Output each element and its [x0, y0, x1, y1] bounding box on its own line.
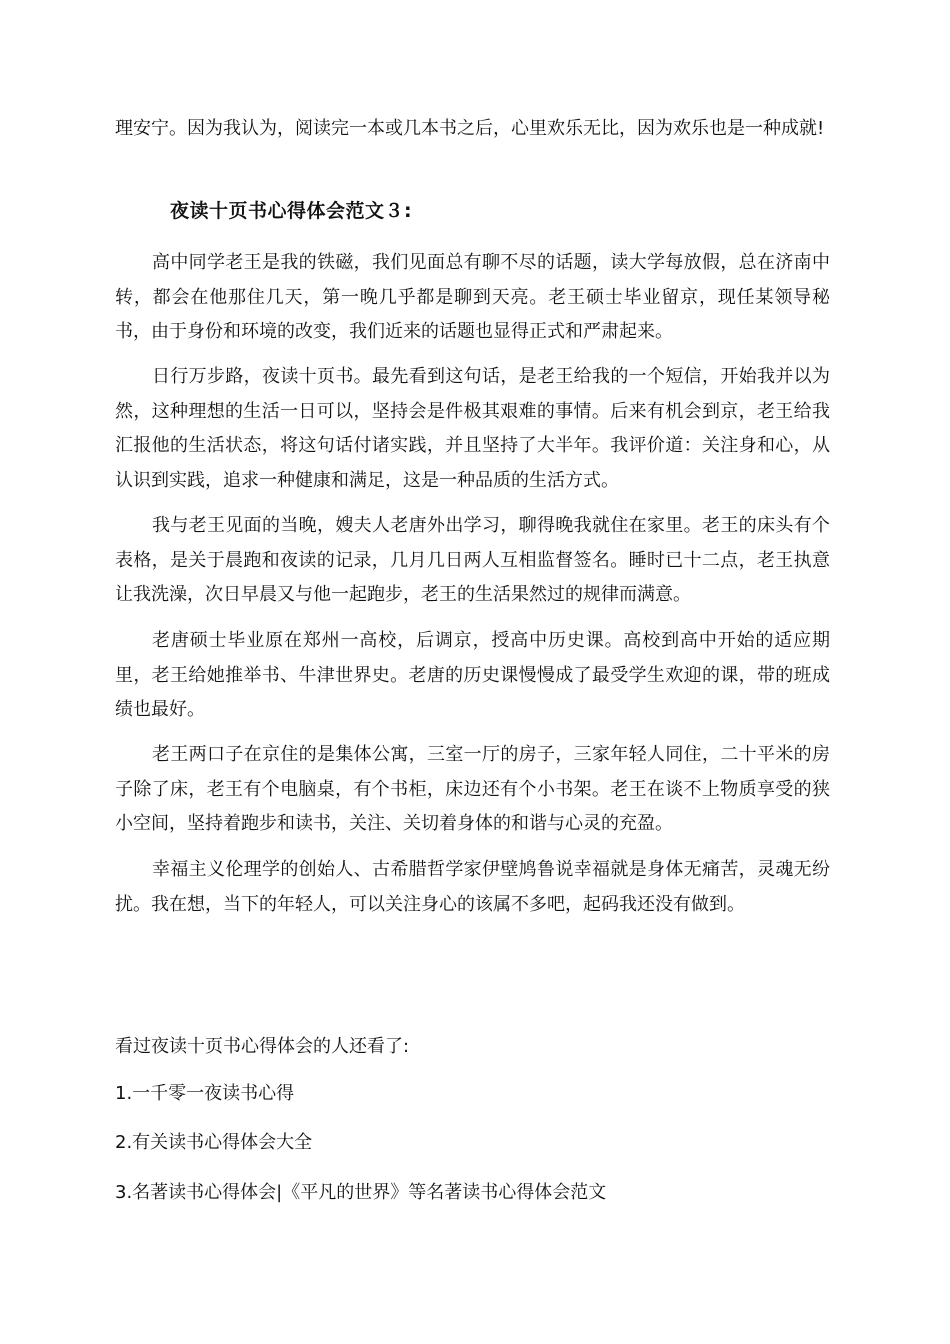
paragraph-6: 幸福主义伦理学的创始人、古希腊哲学家伊壁鸠鲁说幸福就是身体无痛苦，灵魂无纷扰。我在想，当下的年轻人，可以关注身心的该属不多吧，起码我还没有做到。	[115, 859, 830, 915]
section-heading: 夜读十页书心得体会范文３:	[170, 200, 413, 222]
paragraph-4: 老唐硕士毕业原在郑州一高校，后调京，授高中历史课。高校到高中开始的适应期里，老王给她推举书、牛津世界史。老唐的历史课慢慢成了最受学生欢迎的课，带的班成绩也最好。	[115, 630, 830, 720]
paragraph-2: 日行万步路，夜读十页书。最先看到这句话，是老王给我的一个短信，开始我并以为然，这种理想的生活一日可以，坚持会是件极其艰难的事情。后来有机会到京，老王给我汇报他的生活状态，将这句话付诸实践，并且坚持了大半年。我评价道：关注身和心，从认识到实践，追求一种健康和满足，这是一种品质的生活方式。	[115, 366, 830, 491]
paragraph-5: 老王两口子在京住的是集体公寓，三室一厅的房子，三家年轻人同住，二十平米的房子除了床，老王有个电脑桌，有个书柜，床边还有个小书架。老王在谈不上物质享受的狭小空间，坚持着跑步和读书，关注、关切着身体的和谐与心灵的充盈。	[115, 744, 830, 834]
related-article-link[interactable]: 3.名著读书心得体会|《平凡的世界》等名著读书心得体会范文	[115, 1182, 607, 1203]
related-article-link[interactable]: 1.一千零一夜读书心得	[115, 1083, 295, 1104]
paragraph-1: 高中同学老王是我的铁磁，我们见面总有聊不尽的话题，读大学每放假，总在济南中转，都会在他那住几天，第一晚几乎都是聊到天亮。老王硕士毕业留京，现任某领导秘书，由于身份和环境的改变，我们近来的话题也显得正式和严肃起来。	[115, 252, 830, 342]
paragraph-3: 我与老王见面的当晚，嫂夫人老唐外出学习，聊得晚我就住在家里。老王的床头有个表格，是关于晨跑和夜读的记录，几月几日两人互相监督签名。睡时已十二点，老王执意让我洗澡，次日早晨又与他一起跑步，老王的生活果然过的规律而满意。	[115, 515, 830, 605]
related-articles-title: 看过夜读十页书心得体会的人还看了:	[115, 1036, 410, 1057]
related-article-link[interactable]: 2.有关读书心得体会大全	[115, 1132, 313, 1153]
continuation-paragraph: 理安宁。因为我认为，阅读完一本或几本书之后，心里欢乐无比，因为欢乐也是一种成就!	[115, 118, 825, 139]
